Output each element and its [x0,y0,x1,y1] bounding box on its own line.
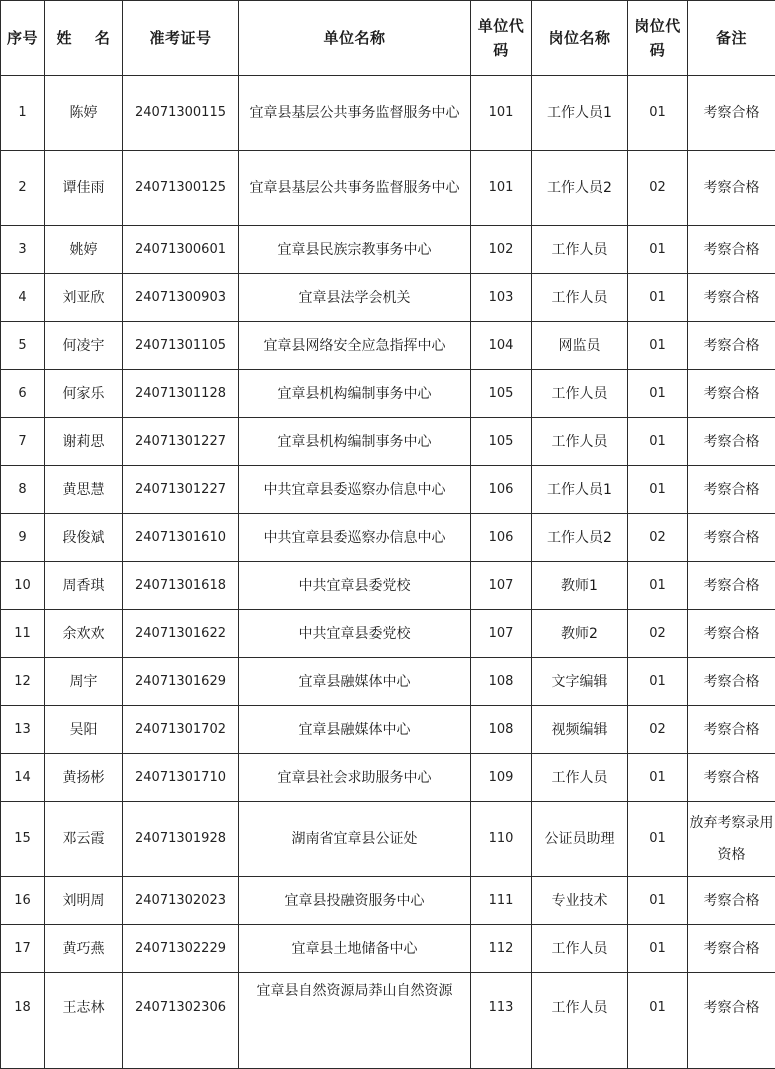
cell-unit: 中共宜章县委巡察办信息中心 [239,466,471,514]
table-row [1,226,775,274]
cell-name: 吴阳 [45,706,123,754]
cell-post-code: 02 [628,610,688,658]
cell-seq: 15 [1,802,45,877]
header-note: 备注 [688,1,775,76]
cell-post-code: 02 [628,514,688,562]
cell-unit-code: 110 [471,802,532,877]
cell-name: 谭佳雨 [45,151,123,226]
cell-seq: 13 [1,706,45,754]
cell-seq: 3 [1,226,45,274]
cell-ticket: 24071300903 [123,274,239,322]
cell-note: 考察合格 [688,562,775,610]
cell-seq: 9 [1,514,45,562]
cell-unit: 宜章县基层公共事务监督服务中心 [239,151,471,226]
cell-post: 工作人员 [532,925,628,973]
cell-note: 考察合格 [688,322,775,370]
cell-post: 工作人员 [532,973,628,1069]
cell-post-code: 01 [628,76,688,151]
header-unit: 单位名称 [239,1,471,76]
cell-seq: 11 [1,610,45,658]
table-row [1,76,775,151]
cell-seq: 12 [1,658,45,706]
cell-ticket: 24071300125 [123,151,239,226]
cell-name: 刘明周 [45,877,123,925]
cell-unit: 中共宜章县委巡察办信息中心 [239,514,471,562]
cell-note: 考察合格 [688,610,775,658]
cell-post-code: 01 [628,877,688,925]
cell-name: 姚婷 [45,226,123,274]
cell-post: 工作人员1 [532,466,628,514]
cell-post-code: 01 [628,754,688,802]
cell-name: 黄巧燕 [45,925,123,973]
cell-unit-code: 112 [471,925,532,973]
cell-unit-code: 113 [471,973,532,1069]
cell-ticket: 24071301618 [123,562,239,610]
table-row [1,706,775,754]
cell-post: 工作人员2 [532,151,628,226]
cell-ticket: 24071302306 [123,973,239,1069]
cell-post-code: 01 [628,466,688,514]
cell-ticket: 24071301610 [123,514,239,562]
cell-unit-code: 111 [471,877,532,925]
cell-post-code: 01 [628,802,688,877]
cell-ticket: 24071302023 [123,877,239,925]
cell-name: 黄扬彬 [45,754,123,802]
cell-note: 考察合格 [688,706,775,754]
cell-note: 考察合格 [688,877,775,925]
cell-unit: 宜章县自然资源局莽山自然资源 [239,973,471,1069]
cell-post-code: 02 [628,706,688,754]
cell-post: 工作人员 [532,370,628,418]
header-row [1,1,775,76]
cell-unit-code: 101 [471,151,532,226]
cell-unit-code: 106 [471,466,532,514]
table-row [1,370,775,418]
cell-name: 何凌宇 [45,322,123,370]
cell-unit-code: 106 [471,514,532,562]
cell-post: 工作人员 [532,274,628,322]
cell-unit-code: 107 [471,610,532,658]
cell-post-code: 02 [628,151,688,226]
cell-ticket: 24071301227 [123,466,239,514]
table-row [1,973,775,1069]
cell-unit-code: 109 [471,754,532,802]
cell-name: 邓云霞 [45,802,123,877]
cell-post-code: 01 [628,322,688,370]
cell-post: 教师2 [532,610,628,658]
cell-ticket: 24071301702 [123,706,239,754]
cell-post: 网监员 [532,322,628,370]
cell-seq: 2 [1,151,45,226]
cell-ticket: 24071301128 [123,370,239,418]
cell-seq: 5 [1,322,45,370]
cell-unit: 湖南省宜章县公证处 [239,802,471,877]
cell-post: 工作人员 [532,754,628,802]
cell-post-code: 01 [628,418,688,466]
table-row [1,322,775,370]
cell-unit: 宜章县机构编制事务中心 [239,418,471,466]
header-post: 岗位名称 [532,1,628,76]
cell-note: 考察合格 [688,370,775,418]
cell-post: 视频编辑 [532,706,628,754]
cell-seq: 18 [1,973,45,1069]
cell-note: 考察合格 [688,925,775,973]
cell-unit: 宜章县基层公共事务监督服务中心 [239,76,471,151]
cell-name: 刘亚欣 [45,274,123,322]
cell-unit: 宜章县机构编制事务中心 [239,370,471,418]
cell-note: 考察合格 [688,418,775,466]
cell-seq: 17 [1,925,45,973]
cell-note: 考察合格 [688,151,775,226]
table-row [1,925,775,973]
cell-ticket: 24071301629 [123,658,239,706]
cell-ticket: 24071301105 [123,322,239,370]
cell-ticket: 24071301928 [123,802,239,877]
cell-ticket: 24071301622 [123,610,239,658]
cell-unit: 宜章县融媒体中心 [239,658,471,706]
cell-name: 何家乐 [45,370,123,418]
cell-post: 教师1 [532,562,628,610]
cell-unit: 宜章县网络安全应急指挥中心 [239,322,471,370]
table-row [1,562,775,610]
cell-seq: 10 [1,562,45,610]
cell-ticket: 24071301227 [123,418,239,466]
table-row [1,658,775,706]
cell-unit-code: 105 [471,370,532,418]
header-unit-code: 单位代码 [471,1,532,76]
cell-unit: 宜章县土地储备中心 [239,925,471,973]
cell-ticket: 24071300115 [123,76,239,151]
cell-note: 放弃考察录用资格 [688,802,775,877]
table-row [1,274,775,322]
table-row [1,514,775,562]
cell-post: 工作人员1 [532,76,628,151]
cell-name: 段俊斌 [45,514,123,562]
cell-name: 谢莉思 [45,418,123,466]
cell-note: 考察合格 [688,514,775,562]
cell-ticket: 24071302229 [123,925,239,973]
cell-post-code: 01 [628,973,688,1069]
table-row [1,877,775,925]
cell-unit: 宜章县投融资服务中心 [239,877,471,925]
cell-ticket: 24071301710 [123,754,239,802]
cell-unit: 中共宜章县委党校 [239,610,471,658]
cell-unit-code: 102 [471,226,532,274]
table-row [1,466,775,514]
cell-note: 考察合格 [688,226,775,274]
cell-seq: 1 [1,76,45,151]
cell-seq: 6 [1,370,45,418]
cell-unit-code: 104 [471,322,532,370]
cell-post-code: 01 [628,370,688,418]
cell-unit-code: 105 [471,418,532,466]
table-row [1,418,775,466]
header-post-code: 岗位代码 [628,1,688,76]
cell-name: 周宇 [45,658,123,706]
cell-post-code: 01 [628,274,688,322]
table-row [1,151,775,226]
cell-note: 考察合格 [688,274,775,322]
cell-unit: 宜章县民族宗教事务中心 [239,226,471,274]
cell-unit-code: 108 [471,706,532,754]
cell-name: 周香琪 [45,562,123,610]
cell-unit: 宜章县法学会机关 [239,274,471,322]
cell-note: 考察合格 [688,466,775,514]
cell-post: 专业技术 [532,877,628,925]
cell-post-code: 01 [628,658,688,706]
cell-note: 考察合格 [688,658,775,706]
cell-unit: 宜章县社会求助服务中心 [239,754,471,802]
cell-post: 工作人员 [532,418,628,466]
cell-note: 考察合格 [688,973,775,1069]
table-row [1,610,775,658]
cell-seq: 14 [1,754,45,802]
cell-seq: 4 [1,274,45,322]
cell-post-code: 01 [628,925,688,973]
cell-note: 考察合格 [688,754,775,802]
cell-seq: 7 [1,418,45,466]
cell-name: 陈婷 [45,76,123,151]
cell-post: 工作人员2 [532,514,628,562]
header-ticket: 准考证号 [123,1,239,76]
cell-post-code: 01 [628,562,688,610]
cell-name: 黄思慧 [45,466,123,514]
cell-post: 公证员助理 [532,802,628,877]
cell-unit: 中共宜章县委党校 [239,562,471,610]
cell-ticket: 24071300601 [123,226,239,274]
cell-seq: 16 [1,877,45,925]
cell-unit-code: 107 [471,562,532,610]
header-name: 姓 名 [45,1,123,76]
cell-unit-code: 101 [471,76,532,151]
cell-unit: 宜章县融媒体中心 [239,706,471,754]
cell-name: 余欢欢 [45,610,123,658]
cell-post: 工作人员 [532,226,628,274]
cell-note: 考察合格 [688,76,775,151]
header-seq: 序号 [1,1,45,76]
cell-post-code: 01 [628,226,688,274]
cell-post: 文字编辑 [532,658,628,706]
table-row [1,802,775,877]
cell-unit-code: 108 [471,658,532,706]
cell-seq: 8 [1,466,45,514]
cell-name: 王志林 [45,973,123,1069]
table-row [1,754,775,802]
cell-unit-code: 103 [471,274,532,322]
